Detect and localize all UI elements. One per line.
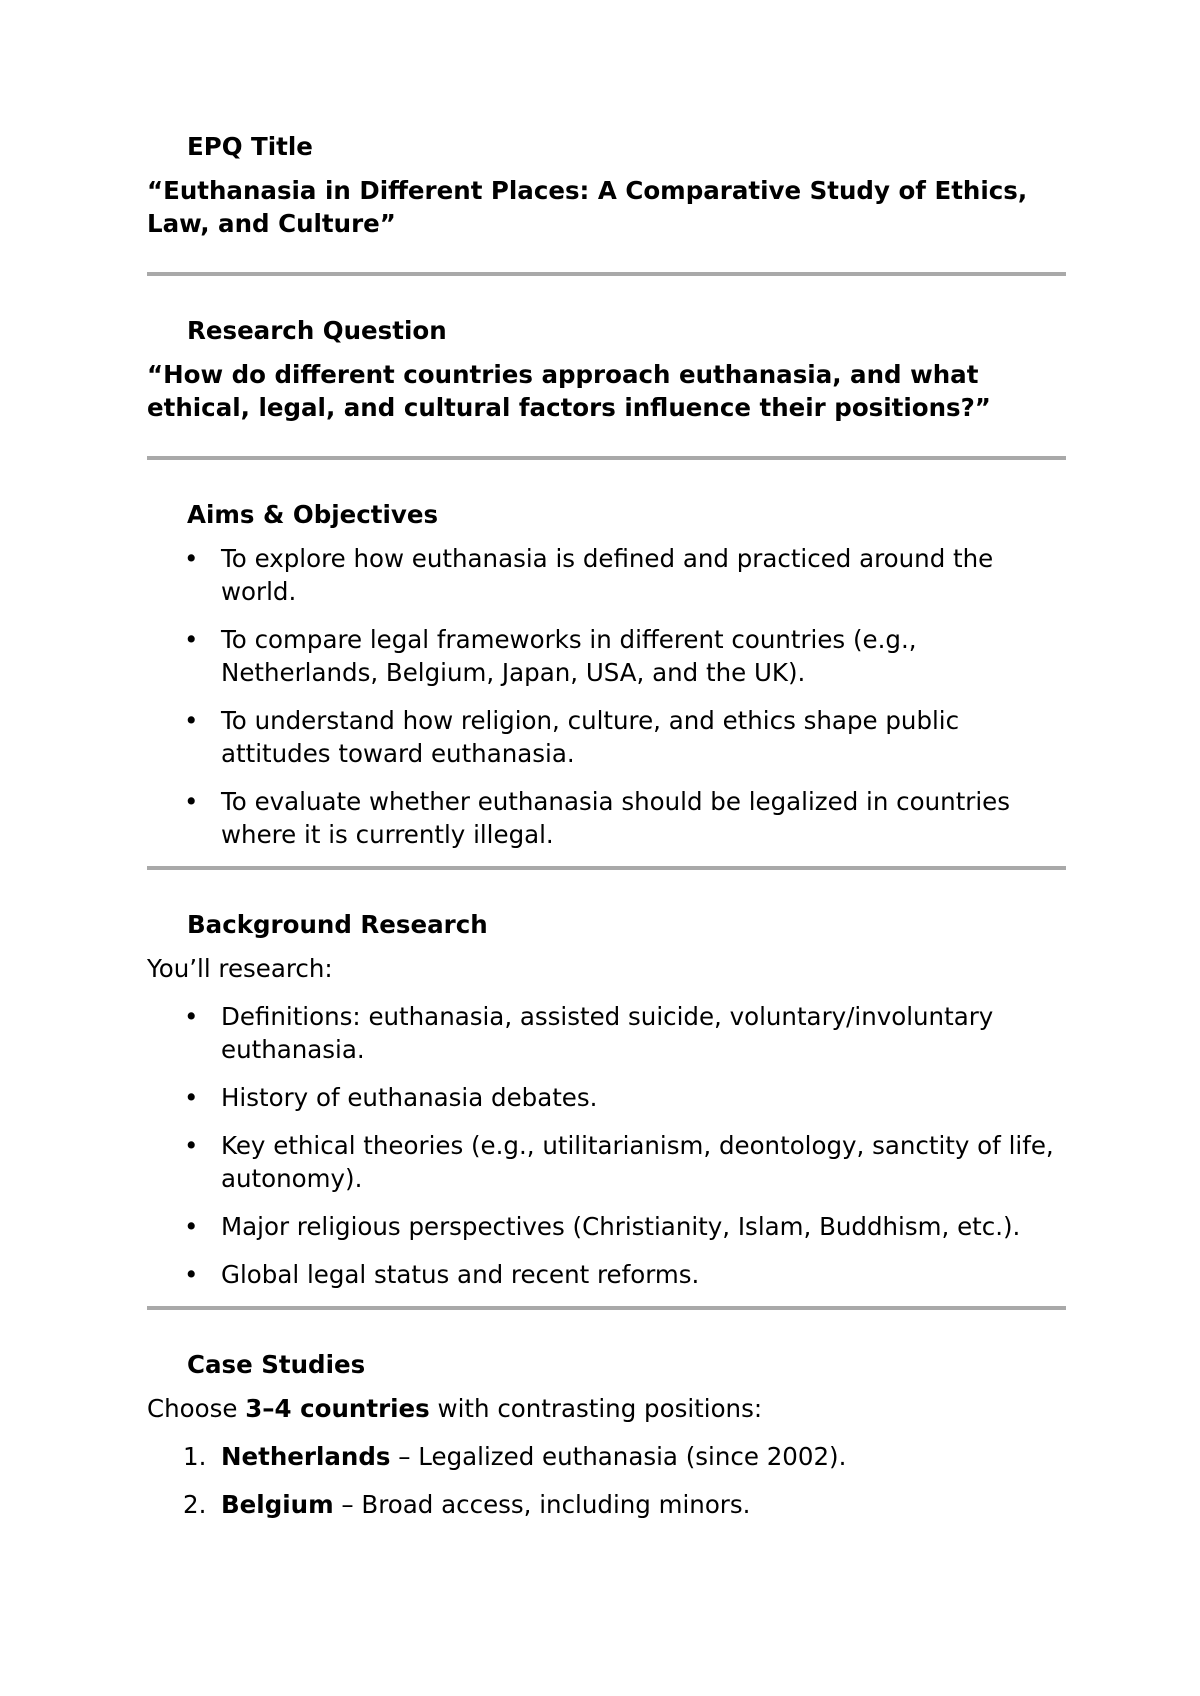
list-item [147, 1488, 1067, 1521]
list-item [147, 704, 1067, 770]
country-description: – Legalized euthanasia (since 2002). [390, 1442, 847, 1471]
intro-text: Choose [147, 1394, 246, 1423]
list-item-text: History of euthanasia debates. [221, 1083, 598, 1112]
list-number: 1. [183, 1442, 207, 1471]
list-item-text: To evaluate whether euthanasia should be legalized in countries where it is currently illegal. [221, 787, 1011, 849]
country-name: Netherlands [221, 1442, 391, 1471]
case-studies-intro [147, 1392, 1067, 1425]
bullet-icon: • [184, 544, 199, 573]
epq-title-text: “Euthanasia in Different Places: A Comparative Study of Ethics, Law, and Culture” [147, 176, 1028, 238]
country-name: Belgium [221, 1490, 334, 1519]
background-heading: Background Research [187, 910, 488, 939]
list-item [147, 1000, 1067, 1066]
background-intro: You’ll research: [147, 954, 333, 983]
research-question-heading: Research Question [187, 316, 447, 345]
epq-title-heading: EPQ Title [187, 132, 313, 161]
bullet-icon: • [184, 1131, 199, 1160]
case-studies-heading: Case Studies [187, 1350, 366, 1379]
list-item [147, 1081, 1067, 1114]
list-item [147, 785, 1067, 851]
research-question-section [147, 314, 1067, 424]
section-divider [147, 456, 1066, 460]
bullet-icon: • [184, 787, 199, 816]
country-description: – Broad access, including minors. [333, 1490, 751, 1519]
section-divider [147, 1306, 1066, 1310]
list-item [147, 623, 1067, 689]
background-list [147, 1000, 1067, 1291]
bullet-icon: • [184, 625, 199, 654]
list-item-text: Key ethical theories (e.g., utilitarianism, deontology, sanctity of life, autonomy). [221, 1131, 1054, 1193]
case-studies-list [147, 1440, 1067, 1521]
bullet-icon: • [184, 1083, 199, 1112]
aims-section [147, 498, 1067, 851]
list-item [147, 542, 1067, 608]
list-number: 2. [183, 1490, 207, 1519]
case-studies-section [147, 1348, 1067, 1521]
list-item [147, 1440, 1067, 1473]
list-item [147, 1129, 1067, 1195]
section-divider [147, 866, 1066, 870]
bullet-icon: • [184, 706, 199, 735]
list-item [147, 1258, 1067, 1291]
epq-title-section [147, 130, 1067, 240]
background-section [147, 908, 1067, 1291]
research-question-text: “How do different countries approach euthanasia, and what ethical, legal, and cultural factors influence their positions?” [147, 360, 991, 422]
list-item-text: Major religious perspectives (Christianity, Islam, Buddhism, etc.). [221, 1212, 1021, 1241]
list-item-text: To explore how euthanasia is defined and practiced around the world. [221, 544, 994, 606]
bullet-icon: • [184, 1002, 199, 1031]
list-item-text: To compare legal frameworks in different countries (e.g., Netherlands, Belgium, Japan, USA, and the UK). [221, 625, 917, 687]
list-item [147, 1210, 1067, 1243]
list-item-text: Global legal status and recent reforms. [221, 1260, 700, 1289]
list-item-text: To understand how religion, culture, and ethics shape public attitudes toward euthanasia. [221, 706, 960, 768]
bullet-icon: • [184, 1260, 199, 1289]
intro-text: with contrasting positions: [429, 1394, 763, 1423]
section-divider [147, 272, 1066, 276]
aims-list [147, 542, 1067, 851]
document-page [147, 130, 1067, 1521]
aims-heading: Aims & Objectives [187, 500, 439, 529]
list-item-text: Definitions: euthanasia, assisted suicide, voluntary/involuntary euthanasia. [221, 1002, 994, 1064]
bullet-icon: • [184, 1212, 199, 1241]
intro-emphasis: 3–4 countries [245, 1394, 430, 1423]
